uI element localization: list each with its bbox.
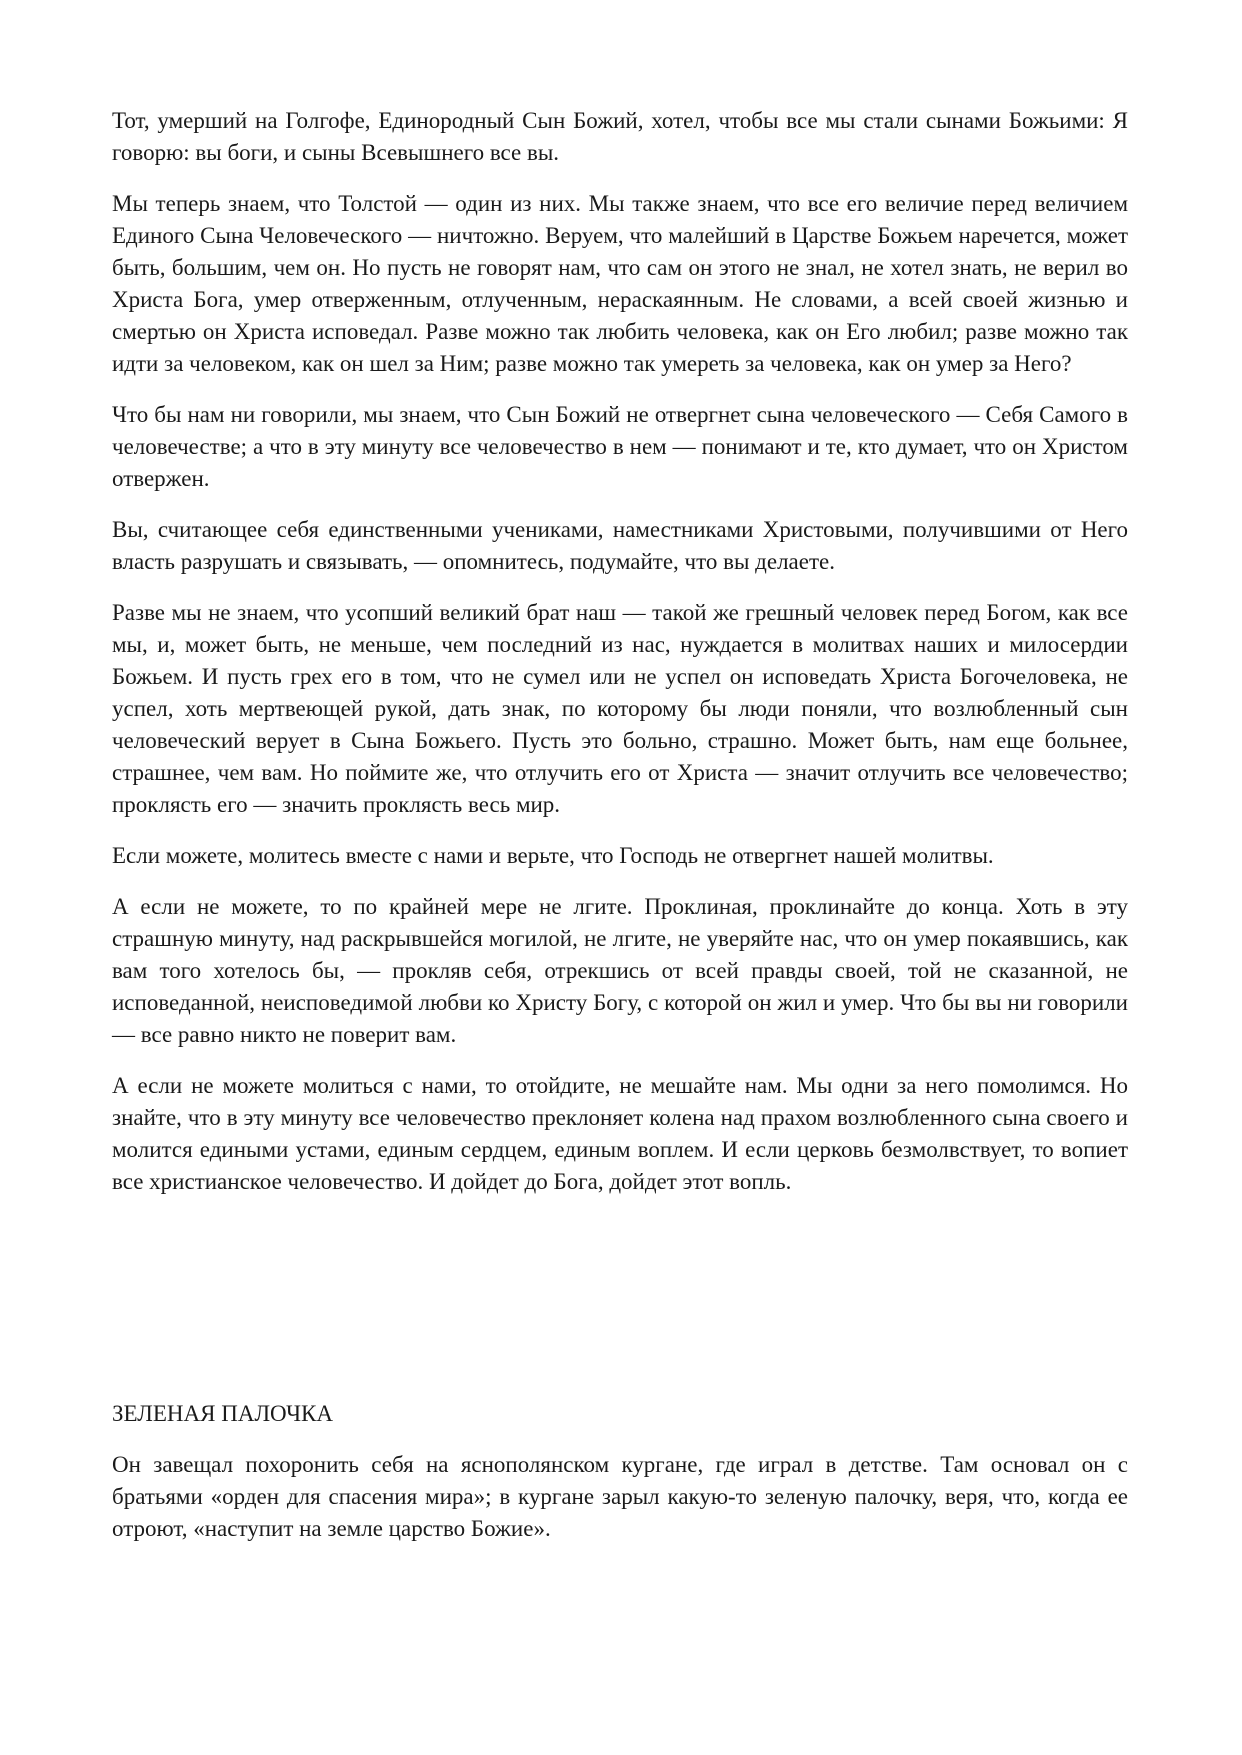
paragraph: Разве мы не знаем, что усопший великий брат наш — такой же грешный человек перед Богом, как все мы, и, может быть, не меньше, чем последний из нас, нуждается в молитвах наших и милосердии Божьем. И пусть грех его в том, что не сумел или не успел он исповедать Христа Богочеловека, не успел, хоть мертвеющей рукой, дать знак, по которому бы люди поняли, что возлюбленный сын человеческий верует в Сына Божьего. Пусть это больно, страшно. Может быть, нам еще больнее, страшнее, чем вам. Но поймите же, что отлучить его от Христа — значит отлучить все человечество; проклясть его — значить проклясть весь мир.	[112, 600, 1128, 817]
paragraph: Что бы нам ни говорили, мы знаем, что Сын Божий не отвергнет сына человеческого — Себя Самого в человечестве; а что в эту минуту все человечество в нем — понимают и те, кто думает, что он Христом отвержен.	[112, 402, 1128, 491]
paragraph: А если не можете молиться с нами, то отойдите, не мешайте нам. Мы одни за него помолимся. Но знайте, что в эту минуту все человечество преклоняет колена над прахом возлюбленного сына своего и молится едиными устами, единым сердцем, единым воплем. И если церковь безмолвствует, то вопиет все христианское человечество. И дойдет до Бога, дойдет этот вопль.	[112, 1073, 1128, 1194]
paragraph: Мы теперь знаем, что Толстой — один из них. Мы также знаем, что все его величие перед величием Единого Сына Человеческого — ничтожно. Веруем, что малейший в Царстве Божьем наречется, может быть, большим, чем он. Но пусть не говорят нам, что сам он этого не знал, не хотел знать, не верил во Христа Бога, умер отверженным, отлученным, нераскаянным. Не словами, а всей своей жизнью и смертью он Христа исповедал. Разве можно так любить человека, как он Его любил; разве можно так идти за человеком, как он шел за Ним; разве можно так умереть за человека, как он умер за Него?	[112, 191, 1128, 376]
paragraph: Если можете, молитесь вместе с нами и верьте, что Господь не отвергнет нашей молитвы.	[112, 843, 994, 868]
document-page	[112, 105, 1128, 1564]
paragraph: Тот, умерший на Голгофе, Единородный Сын Божий, хотел, чтобы все мы стали сынами Божьими: Я говорю: вы боги, и сыны Всевышнего все вы.	[112, 108, 1128, 165]
paragraph: Вы, считающее себя единственными учениками, наместниками Христовыми, получившими от Него власть разрушать и связывать, — опомнитесь, подумайте, что вы делаете.	[112, 517, 1128, 574]
paragraph: Он завещал похоронить себя на яснополянском кургане, где играл в детстве. Там основал он с братьями «орден для спасения мира»; в кургане зарыл какую-то зеленую палочку, веря, что, когда ее отроют, «наступит на земле царство Божие».	[112, 1452, 1128, 1541]
paragraph: А если не можете, то по крайней мере не лгите. Проклиная, проклинайте до конца. Хоть в эту страшную минуту, над раскрывшейся могилой, не лгите, не уверяйте нас, что он умер покаявшись, как вам того хотелось бы, — прокляв себя, отрекшись от всей правды своей, той не сказанной, не исповеданной, неисповедимой любви ко Христу Богу, с которой он жил и умер. Что бы вы ни говорили — все равно никто не поверит вам.	[112, 894, 1128, 1047]
section-heading: ЗЕЛЕНАЯ ПАЛОЧКА	[112, 1401, 333, 1426]
